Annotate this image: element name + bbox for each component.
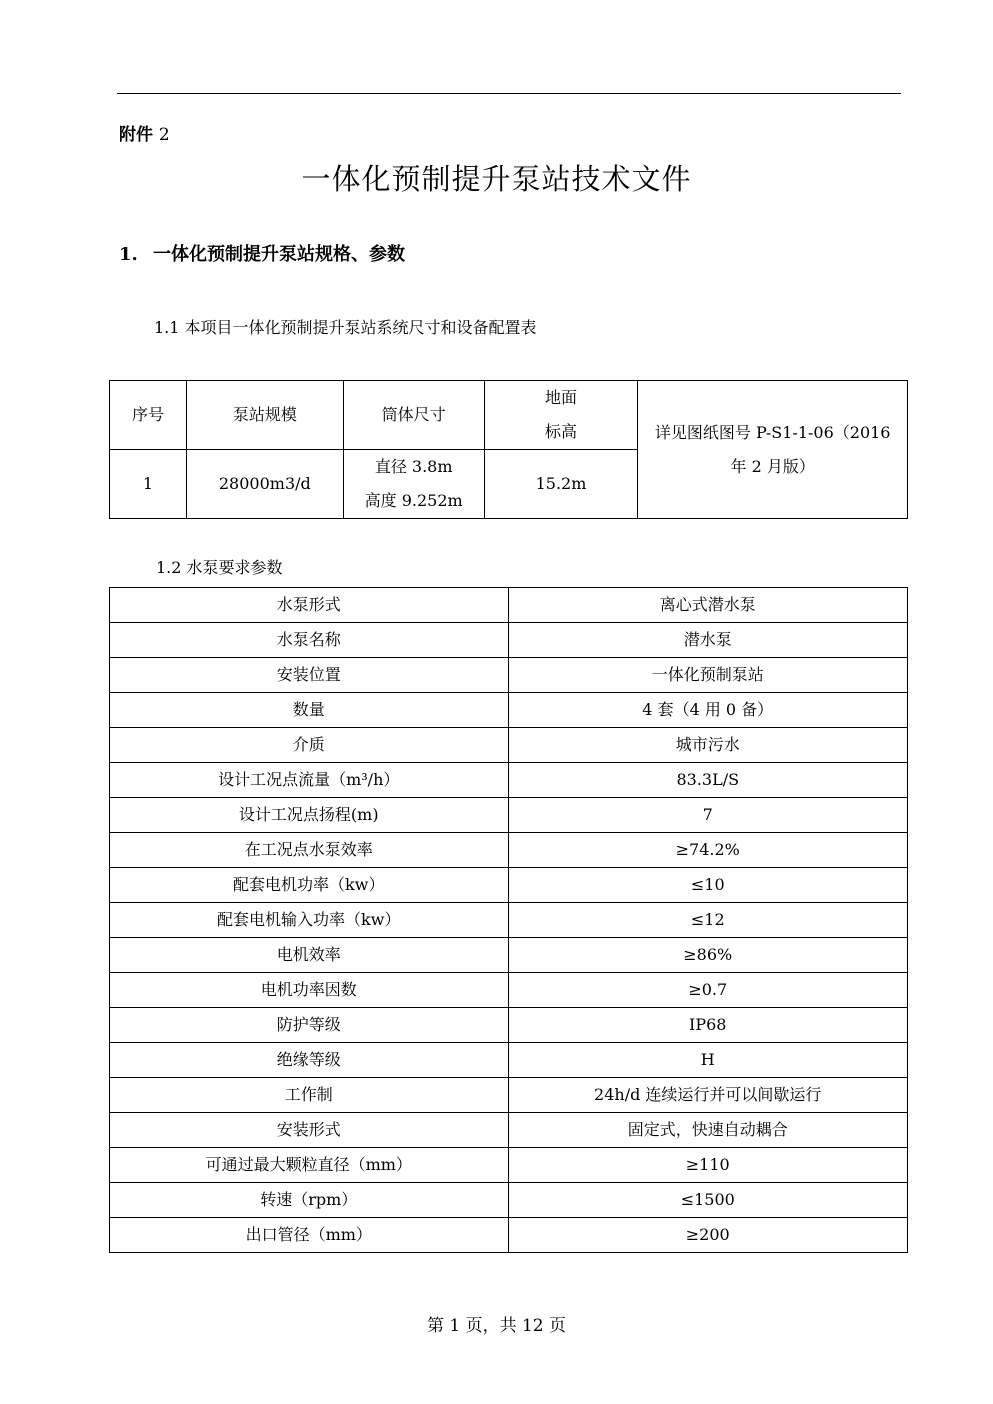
table-row (110, 833, 908, 868)
param-value: 7 (508, 798, 908, 833)
param-value: 潜水泵 (508, 623, 908, 658)
param-value: ≤1500 (508, 1183, 908, 1218)
param-label: 转速（rpm） (110, 1183, 509, 1218)
param-value: 离心式潜水泵 (508, 588, 908, 623)
pump-parameters-table (109, 587, 908, 1253)
subsection-1-2-heading: 1.2 水泵要求参数 (156, 558, 283, 577)
table-row (110, 763, 908, 798)
table-row (110, 973, 908, 1008)
row-ground-elevation: 15.2m (484, 450, 638, 519)
header-index: 序号 (110, 381, 187, 450)
param-label: 水泵名称 (110, 623, 509, 658)
param-value: ≥86% (508, 938, 908, 973)
param-value: 一体化预制泵站 (508, 658, 908, 693)
param-value: 83.3L/S (508, 763, 908, 798)
table-row (110, 588, 908, 623)
param-value: 城市污水 (508, 728, 908, 763)
param-label: 电机功率因数 (110, 973, 509, 1008)
pump-station-config-table (109, 380, 908, 519)
table-row (110, 728, 908, 763)
param-value: H (508, 1043, 908, 1078)
row-index: 1 (110, 450, 187, 519)
table-row (110, 798, 908, 833)
param-value: 24h/d 连续运行并可以间歇运行 (508, 1078, 908, 1113)
param-value: IP68 (508, 1008, 908, 1043)
header-scale: 泵站规模 (186, 381, 343, 450)
param-value: ≤12 (508, 903, 908, 938)
table-row (110, 938, 908, 973)
row-scale: 28000m3/d (186, 450, 343, 519)
section-1-heading (119, 240, 405, 266)
param-label: 防护等级 (110, 1008, 509, 1043)
attachment-label: 附件 2 (119, 125, 170, 145)
header-cylinder-size: 筒体尺寸 (343, 381, 484, 450)
header-rule (117, 93, 901, 94)
drawing-reference-note: 详见图纸图号 P-S1-1-06（2016 年 2 月版） (638, 381, 908, 519)
param-label: 在工况点水泵效率 (110, 833, 509, 868)
document-title: 一体化预制提升泵站技术文件 (301, 162, 692, 196)
param-label: 介质 (110, 728, 509, 763)
table-row (110, 1113, 908, 1148)
table-row (110, 868, 908, 903)
section-1-text: 一体化预制提升泵站规格、参数 (153, 244, 405, 265)
subsection-1-1-heading: 1.1 本项目一体化预制提升泵站系统尺寸和设备配置表 (154, 318, 537, 337)
section-1-number: 1. (119, 244, 138, 265)
param-label: 设计工况点扬程(m) (110, 798, 509, 833)
param-label: 可通过最大颗粒直径（mm） (110, 1148, 509, 1183)
param-label: 配套电机功率（kw） (110, 868, 509, 903)
param-label: 设计工况点流量（m³/h） (110, 763, 509, 798)
table-row (110, 693, 908, 728)
param-label: 安装形式 (110, 1113, 509, 1148)
header-ground-elevation: 地面 标高 (484, 381, 638, 450)
param-value: ≤10 (508, 868, 908, 903)
param-label: 出口管径（mm） (110, 1218, 509, 1253)
table-row (110, 1183, 908, 1218)
param-value: ≥74.2% (508, 833, 908, 868)
param-label: 配套电机输入功率（kw） (110, 903, 509, 938)
table-row (110, 1008, 908, 1043)
table-row (110, 623, 908, 658)
param-label: 数量 (110, 693, 509, 728)
table-row (110, 1043, 908, 1078)
table-row (110, 1078, 908, 1113)
param-label: 工作制 (110, 1078, 509, 1113)
table-row (110, 1148, 908, 1183)
param-value: 4 套（4 用 0 备） (508, 693, 908, 728)
param-value: ≥0.7 (508, 973, 908, 1008)
table-row (110, 903, 908, 938)
page-footer: 第 1 页，共 12 页 (426, 1316, 567, 1336)
table-row (110, 1218, 908, 1253)
row-cylinder-size: 直径 3.8m 高度 9.252m (343, 450, 484, 519)
param-label: 电机效率 (110, 938, 509, 973)
param-label: 绝缘等级 (110, 1043, 509, 1078)
table-row (110, 658, 908, 693)
param-label: 水泵形式 (110, 588, 509, 623)
param-value: 固定式，快速自动耦合 (508, 1113, 908, 1148)
param-label: 安装位置 (110, 658, 509, 693)
attachment-number: 2 (158, 125, 170, 145)
param-value: ≥110 (508, 1148, 908, 1183)
param-value: ≥200 (508, 1218, 908, 1253)
